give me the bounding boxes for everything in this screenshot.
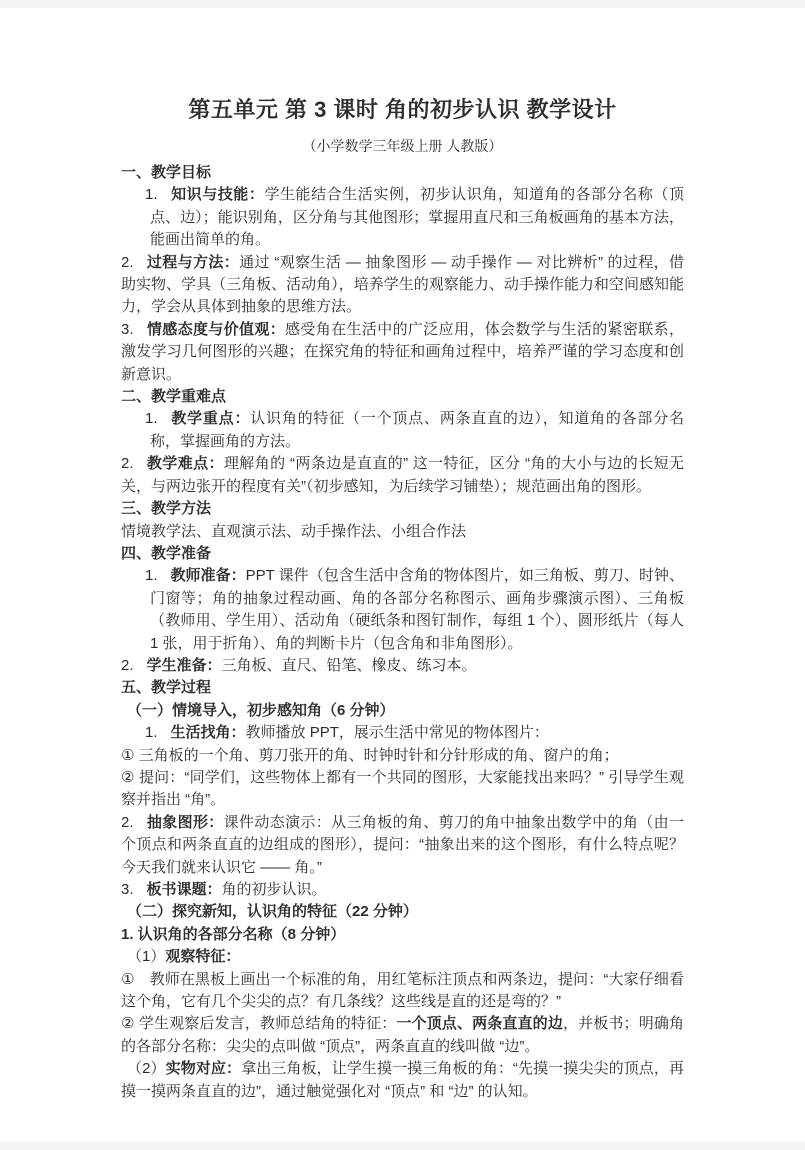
item-text: 课件动态演示：从三角板的角、剪刀的角中抽象出数学中的角（由一个顶点和两条直直的边组成的图形），提问：“抽象出来的这个图形，有什么特点呢？今天我们就来认识它 —— 角。” <box>121 813 684 876</box>
item-text-post: ，并板书；明确角的各部分名称：尖尖的点叫做 “顶点”，两条直直的线叫做 “边”。 <box>121 1015 684 1055</box>
keypoints-item-difficulty <box>121 453 684 498</box>
item-label: 板书课题： <box>146 881 222 898</box>
item-number: 2. <box>121 813 134 831</box>
item-text-bold: 一个顶点、两条直直的边 <box>396 1015 563 1033</box>
stage2-part1-heading: 1. 认识角的各部分名称（8 分钟） <box>121 925 346 943</box>
item-label: 生活找角： <box>170 724 246 742</box>
item-number: 3. <box>121 320 134 338</box>
item-text: 角的初步认识。 <box>221 881 327 898</box>
item-text: 通过 “观察生活 — 抽象图形 — 动手操作 — 对比辨析” 的过程，借助实物、学具（三角板、活动角），培养学生的观察能力、动手操作能力和空间感知能力，学会从具体到抽象的思维方法。 <box>121 253 684 316</box>
item-label: 教学重点： <box>170 410 251 428</box>
item-label: 教学难点： <box>146 455 224 473</box>
stage1-circled-item-1: ① 三角板的一个角、剪刀张开的角、时钟时针和分针形成的角、窗户的角； <box>121 746 619 764</box>
step-text: 拿出三角板，让学生摸一摸三角板的角：“先摸一摸尖尖的顶点，再摸一摸两条直直的边”，通过触觉强化对 “顶点” 和 “边” 的认知。 <box>121 1060 684 1100</box>
objectives-item-process <box>121 252 684 319</box>
step-label: 实物对应： <box>165 1060 242 1078</box>
step-number: （1） <box>127 948 166 966</box>
item-label: 学生准备： <box>146 656 222 674</box>
stage1-item-board-topic <box>121 879 684 901</box>
item-text: 三角板、直尺、铅笔、橡皮、练习本。 <box>221 656 477 674</box>
item-text: 学生能结合生活实例，初步认识角，知道角的各部分名称（顶点、边）；能识别角，区分角与其他图形；掌握用直尺和三角板画角的基本方法，能画出简单的角。 <box>150 186 684 249</box>
doc-body <box>121 162 684 1103</box>
process-stage1-heading: （一）情境导入，初步感知角（6 分钟） <box>127 701 395 719</box>
item-number: 2. <box>121 253 134 271</box>
item-text: 理解角的 “两条边是直直的” 这一特征，区分 “角的大小与边的长短无关，与两边张开的程度有关”（初步感知，为后续学习铺垫）；规范画出角的图形。 <box>121 455 684 495</box>
step-label: 观察特征： <box>165 948 241 966</box>
stage1-item-find-angles <box>121 722 684 744</box>
item-number: 2. <box>121 455 134 473</box>
item-number: 1. <box>145 724 158 742</box>
stage1-item-abstract-shape <box>121 812 684 879</box>
part1-circled-item-1: ① 教师在黑板上画出一个标准的角，用红笔标注顶点和两条边，提问：“大家仔细看这个角，它有几个尖尖的点？有几条线？这些线是直的还是弯的？” <box>121 970 684 1011</box>
stage1-circled-item-2: ② 提问：“同学们，这些物体上都有一个共同的图形，大家能找出来吗？” 引导学生观察并指出 “角”。 <box>121 768 684 809</box>
section-heading-preparation: 四、教学准备 <box>121 544 212 562</box>
section-heading-key-points: 二、教学重难点 <box>121 388 227 406</box>
objectives-item-knowledge <box>121 184 684 251</box>
item-number: 2. <box>121 656 134 674</box>
page-bottom-margin <box>0 1142 805 1150</box>
part1-circled-item-2 <box>121 1013 684 1058</box>
item-text-pre: ② 学生观察后发言，教师总结角的特征： <box>121 1015 397 1033</box>
methods-text: 情境教学法、直观演示法、动手操作法、小组合作法 <box>121 522 467 540</box>
item-label: 教师准备： <box>170 567 246 585</box>
preparation-item-teacher <box>121 565 684 655</box>
item-number: 1. <box>145 567 158 585</box>
item-text: 教师播放 PPT，展示生活中常见的物体图片： <box>245 724 549 742</box>
step-number: （2） <box>127 1060 166 1078</box>
process-stage2-heading: （二）探究新知，认识角的特征（22 分钟） <box>127 903 418 921</box>
objectives-item-attitude <box>121 319 684 386</box>
section-heading-process: 五、教学过程 <box>121 679 212 697</box>
item-number: 1. <box>145 186 158 204</box>
item-text: 认识角的特征（一个顶点、两条直直的边），知道角的各部分名称，掌握画角的方法。 <box>150 410 684 450</box>
preparation-item-student <box>121 655 684 677</box>
item-label: 抽象图形： <box>146 813 224 831</box>
item-text: PPT 课件（包含生活中含角的物体图片，如三角板、剪刀、时钟、门窗等；角的抽象过程动画、角的各部分名称图示、画角步骤演示图）、三角板（教师用、学生用）、活动角（硬纸条和图钉制作，每组 1 个）、圆形纸片（每人 1 张，用于折角）、角的判断卡片（包含角和非角图形）。 <box>150 567 684 652</box>
item-label: 知识与技能： <box>170 186 265 204</box>
doc-title: 第五单元 第 3 课时 角的初步认识 教学设计 <box>188 97 617 122</box>
item-label: 情感态度与价值观： <box>146 320 286 338</box>
item-text: 感受角在生活中的广泛应用，体会数学与生活的紧密联系，激发学习几何图形的兴趣；在探究角的特征和画角过程中，培养严谨的学习态度和创新意识。 <box>121 320 684 383</box>
part1-step-observe <box>121 946 684 968</box>
doc-subtitle: （小学数学三年级上册 人教版） <box>302 138 503 154</box>
document-page <box>0 8 805 1142</box>
item-label: 过程与方法： <box>146 253 240 271</box>
section-heading-methods: 三、教学方法 <box>121 500 212 518</box>
keypoints-item-focus <box>121 408 684 453</box>
section-heading-objectives: 一、教学目标 <box>121 164 212 181</box>
item-number: 1. <box>145 410 158 428</box>
part1-step-real-object <box>121 1058 684 1103</box>
item-number: 3. <box>121 881 134 898</box>
